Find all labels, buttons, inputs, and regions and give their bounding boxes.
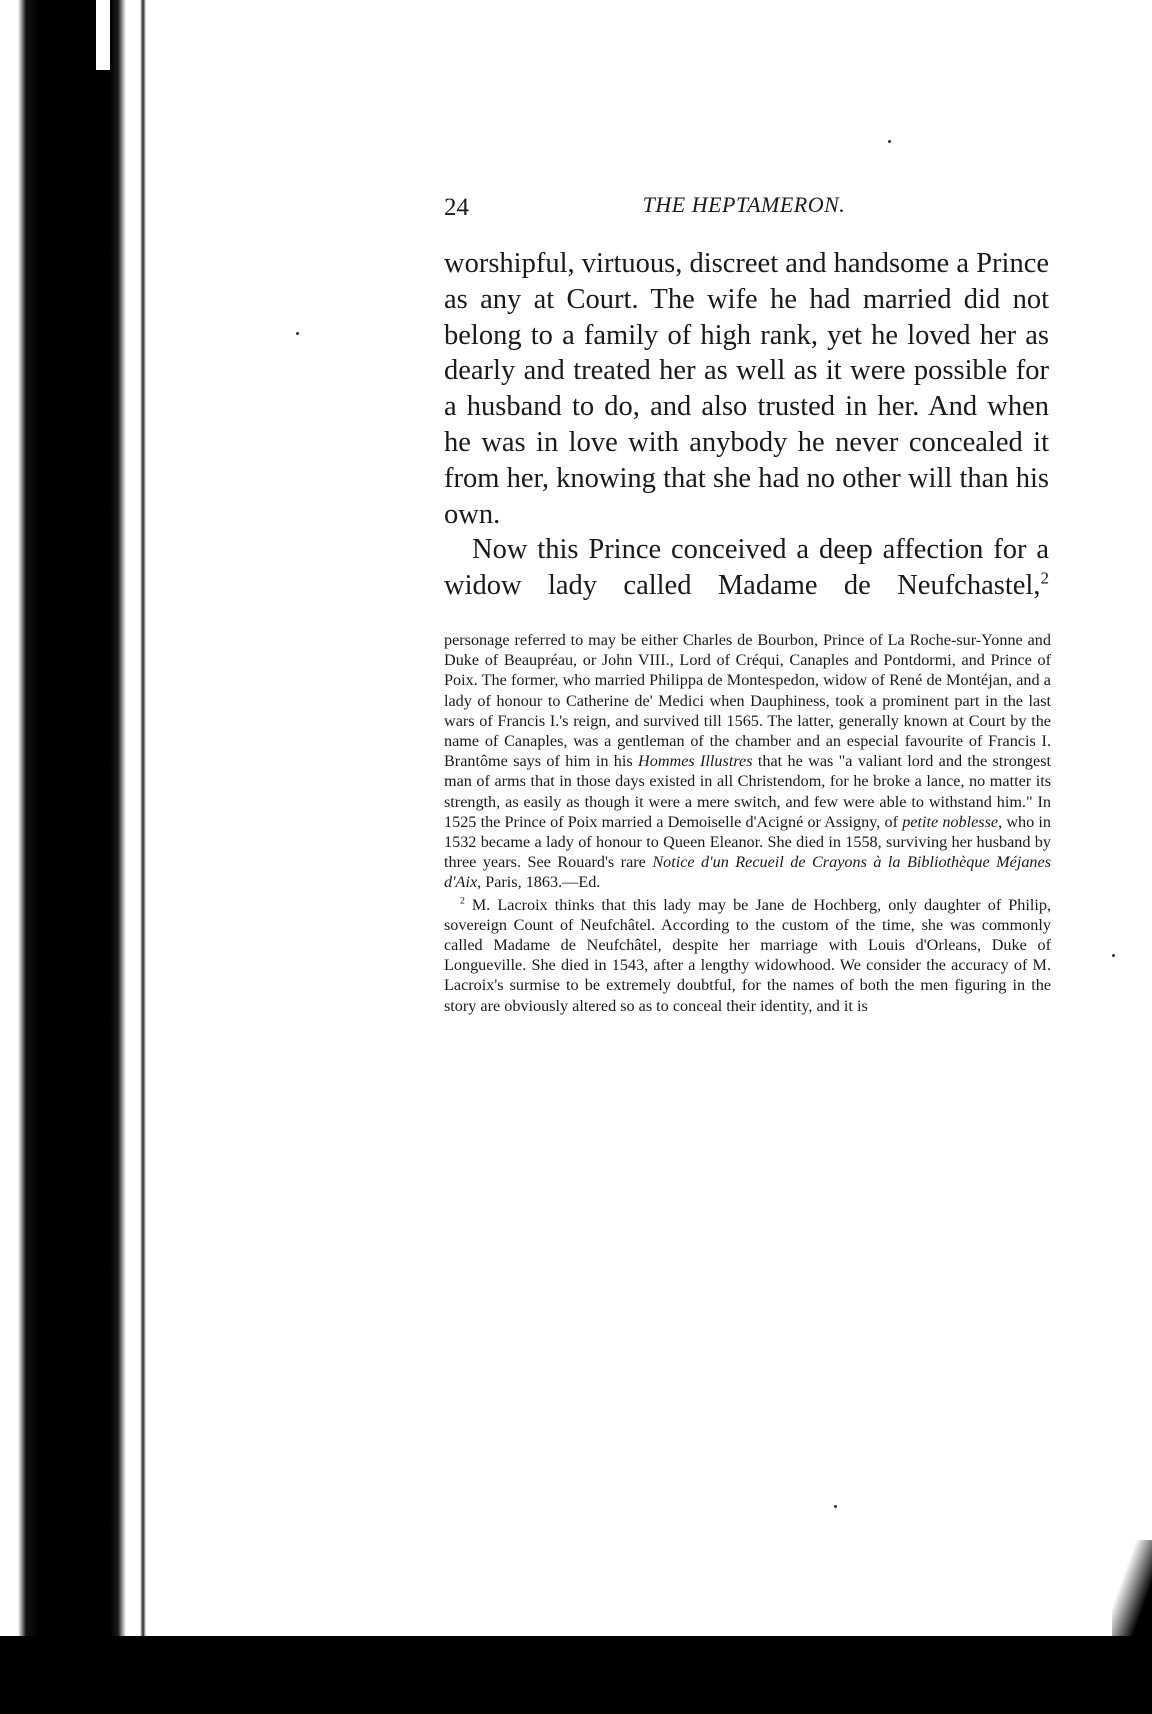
page-header [444,188,1049,228]
speck [1112,954,1115,957]
scan-bottom-edge [0,1636,1152,1714]
running-head: THE HEPTAMERON. [642,192,846,217]
italic-phrase: petite noblesse [902,812,999,831]
speck [834,1505,837,1508]
speck [888,140,891,143]
page-number: 24 [444,194,469,221]
footnote-marker: 2 [460,895,465,907]
book-title: Notice d'un Recueil de Crayons à la Bibliothèque Méjanes d'Aix [444,853,1051,892]
footnote-1 [444,630,1051,893]
paragraph: worshipful, virtuous, discreet and handsome a Prince as any at Court. The wife he had married did not belong to a family of high rank, yet he loved her as dearly and treated her as well as it were possible for a husband to do, and also trusted in her. And when he was in love with anybody he never concealed it from her, knowing that she had no other will than his own. [444,248,1049,530]
footnote-ref: 2 [1040,568,1049,588]
spine-gap [96,0,110,70]
paragraph [444,532,1049,639]
footnote-2 [444,895,1051,1016]
speck [296,332,299,335]
main-text [444,246,1049,640]
footnotes [444,630,1051,1016]
footnote-text: personage referred to may be either Charles de Bourbon, Prince of La Roche-sur-Yonne and Duke of Beaupréau, or John VIII., Lord of Créqui, Canaples and Pontdormi, and Prince of Poix. The former, who married Philippa de Montespedon, widow of René de Montéjan, and a lady of honour to Catherine de' Medici when Dauphiness, took a prominent part in the last wars of Francis I.'s reign, and survived till 1565. The latter, generally known at Court by the name of Canaples, was a gentleman of the chamber and an especial favourite of Francis I. Brantôme says of him in his [444,631,1051,771]
footnote-text: that he was "a valiant lord and the strongest man of arms that in those days existed in all Christendom, for he broke a lance, no matter its strength, as easily as though it were a mere switch, and few were able to withstand him." In 1525 the Prince of Poix married a Demoiselle d'Acigné or Assigny, of [444,752,1051,831]
footnote-text: , Paris, 1863.—Ed. [477,873,601,892]
footnote-text: , who in 1532 became a lady of honour to Queen Eleanor. She died in 1558, surviving her husband by three years. See Rouard's rare [444,812,1052,872]
scan-corner-shadow [1112,1540,1152,1650]
book-spine-shadow [0,0,150,1640]
book-title: Hommes Illustres [638,752,753,771]
footnote-text: M. Lacroix thinks that this lady may be Jane de Hochberg, only daughter of Philip, sovereign Count of Neufchâtel. According to the custom of the time, she was commonly called Madame de Neufchâtel, despite her marriage with Louis d'Orleans, Duke of Longueville. She died in 1543, after a lengthy widowhood. We consider the accuracy of M. Lacroix's surmise to be extremely doubtful, for the names of both the men figuring in the story are obviously altered so as to conceal their identity, and it is [444,895,1051,1015]
paragraph-text: Now this Prince conceived a deep affection for a widow lady called Madame de Neufchastel, [444,534,1049,602]
